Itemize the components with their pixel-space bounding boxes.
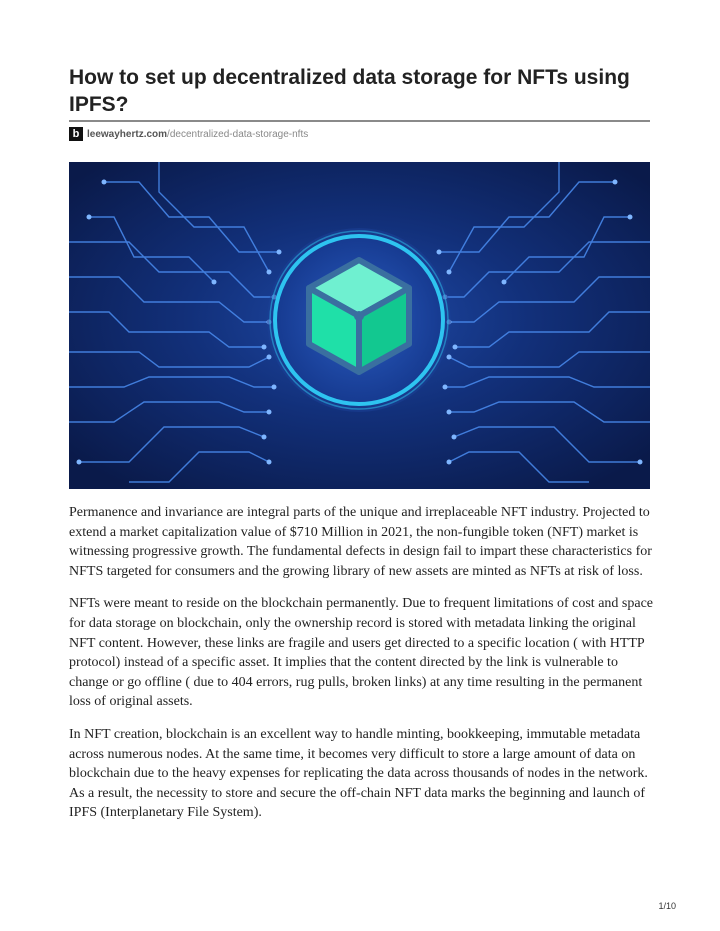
paragraph: In NFT creation, blockchain is an excellent way to handle minting, bookkeeping, immutable metadata across numerous nodes. At the same time, it becomes very difficult to store a large amount of data on blockchain due to the heavy expenses for replicating the data across thousands of nodes in the network. As a result, the necessity to store and secure the off-chain NFT data marks the beginning and launch of IPFS (Interplanetary File System). [69, 726, 648, 821]
article-body [69, 503, 659, 836]
page-title: How to set up decentralized data storage for NFTs using IPFS? [69, 66, 630, 116]
paragraph: Permanence and invariance are integral parts of the unique and irreplaceable NFT industry. Projected to extend a market capitalization value of $710 Million in 2021, the non-fungible token (NFT) market is witnessing progressive growth. The fundamental defects in design fail to impart these characteristics for NFTS targeted for consumers and the growing library of new assets are minted as NFTs at risk of loss. [69, 505, 652, 579]
page-indicator: 1/10 [658, 901, 676, 911]
source-link[interactable] [87, 129, 308, 140]
paragraph: NFTs were meant to reside on the blockchain permanently. Due to frequent limitations of cost and space for data storage on blockchain, only the ownership record is stored with metadata linking the original NFT content. However, these links are fragile and users get directed to a specific location ( with HTTP protocol) instead of a specific asset. It implies that the content directed by the link is vulnerable to change or go offline ( due to 404 errors, rug pulls, broken links) at any time resulting in the permanent loss of original assets. [69, 596, 653, 710]
site-logo-icon: b [69, 127, 83, 141]
hero-image [69, 162, 650, 489]
source-domain: leewayhertz.com [87, 128, 168, 140]
source-path: /decentralized-data-storage-nfts [167, 128, 309, 140]
title-divider [69, 120, 650, 122]
source-line [69, 127, 308, 141]
cube-icon [309, 260, 409, 372]
